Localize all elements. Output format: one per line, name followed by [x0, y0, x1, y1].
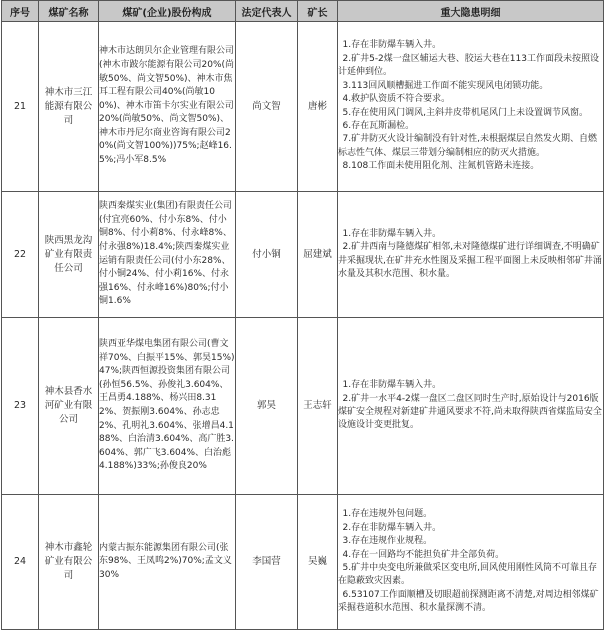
legal-representative: 李国营 [236, 495, 298, 630]
hazard-details [338, 192, 604, 318]
hazard-details [338, 22, 604, 192]
header-director: 矿长 [298, 1, 338, 22]
ownership-structure: 陕西秦煤实业(集团)有限责任公司(付宜亮60%、付小东8%、付小铜8%、付小莉8%、付永峰8%、付永强8%)18.4%;陕西秦煤实业运销有限责任公司(付小东28%、付小铜24%、付小莉16%、付永强16%、付永峰16%)80%;付小铜1.6% [99, 192, 236, 318]
hazard-list [338, 228, 603, 282]
row-number: 23 [2, 318, 39, 495]
ownership-structure: 陕西亚华煤电集团有限公司(曹文祥70%、白振平15%、郭昊15%)47%;陕西恒源投资集团有限公司(孙恒56.5%、孙俊礼3.604%、王昌勇4.188%、杨兴田8.312%、贺振刚3.604%、孙志忠2%、孔明礼3.604%、张增昌4.188%、白治清3.604%、高广胜3.604%、郭广飞3.604%、白治彪4.188%)33%;孙俊良20% [99, 318, 236, 495]
row-number: 22 [2, 192, 39, 318]
hazard-item: 6.53107工作面顺槽及切眼超前探测距离不清楚,对周边相邻煤矿采掘巷道积水范围、积水量探测不清。 [338, 589, 599, 614]
mine-director: 唐彬 [298, 22, 338, 192]
hazard-item: 3.存在违规作业规程。 [342, 536, 433, 547]
mine-director: 屈建斌 [298, 192, 338, 318]
mine-name [39, 495, 99, 630]
hazard-list [338, 508, 603, 615]
hazard-item: 2.存在非防爆车辆入井。 [342, 522, 442, 533]
hazard-item: 2.矿井一水平4-2煤一盘区二盘区同时生产时,原始设计与2016版煤矿安全规程对新建矿井通风要求不符,尚未取得陕西省煤监局安全设施设计变更批复。 [338, 393, 602, 431]
hazard-details [338, 318, 604, 495]
hazard-table [1, 0, 604, 630]
header-legal-rep: 法定代表人 [236, 1, 298, 22]
ownership-structure: 内蒙古振东能源集团有限公司(张东98%、王凤鸣2%)70%;孟文义30% [99, 495, 236, 630]
legal-representative: 尚文智 [236, 22, 298, 192]
hazard-list [338, 39, 603, 173]
mine-name-text: 神木市鑫轮矿业有限公司 [44, 542, 93, 581]
table-row [2, 22, 604, 192]
header-no: 序号 [2, 1, 39, 22]
mine-director: 吴巍 [298, 495, 338, 630]
hazard-item: 1.存在违规外包问题。 [342, 509, 433, 520]
hazard-item: 2.矿井西南与隆德煤矿相邻,未对隆德煤矿进行详细调查,不明确矿井采掘现状,在矿井充水性图及采掘工程平面图上未反映相邻矿井涌水量及其积水范围、积水量。 [338, 242, 602, 279]
legal-representative: 付小铜 [236, 192, 298, 318]
mine-name-text: 神木县香水河矿业有限公司 [44, 386, 93, 425]
mine-director: 王志轩 [298, 318, 338, 495]
header-hazard-details: 重大隐患明细 [338, 1, 604, 22]
hazard-item: 6.存在瓦斯漏检。 [342, 120, 415, 131]
hazard-item: 2.矿井5-2煤一盘区辅运大巷、胶运大巷在113工作面段未按照设计延伸到位。 [338, 53, 599, 78]
mine-name [39, 318, 99, 495]
mine-name [39, 22, 99, 192]
table-row [2, 495, 604, 630]
hazard-item: 3.113回风顺槽掘进工作面不能实现风电闭锁功能。 [342, 80, 549, 91]
hazard-item: 4.存在一回路均不能担负矿井全部负荷。 [342, 549, 505, 560]
row-number: 24 [2, 495, 39, 630]
hazard-item: 4.救护队资质不符合要求。 [342, 94, 451, 105]
table-row [2, 318, 604, 495]
legal-representative: 郭昊 [236, 318, 298, 495]
mine-name-text: 神木市三江能源有限公司 [44, 86, 93, 126]
hazard-details [338, 495, 604, 630]
hazard-list [338, 379, 603, 433]
hazard-item: 7.矿井防灭火设计编制没有针对性,未根据煤层自然发火期、自燃标志性气体、煤层三带划分编制相应的防灭火措施。 [338, 134, 597, 158]
table-row [2, 192, 604, 318]
mine-name [39, 192, 99, 318]
hazard-item: 5.存在使用风门调风,主斜井皮带机尾风门上未设置调节风窗。 [342, 107, 588, 118]
hazard-item: 1.存在非防爆车辆入井。 [342, 228, 442, 239]
header-row [2, 1, 604, 22]
hazard-item: 1.存在非防爆车辆入井。 [342, 380, 442, 391]
mine-name-text: 陕西黑龙沟矿业有限责任公司 [44, 234, 93, 274]
row-number: 21 [2, 22, 39, 192]
hazard-item: 5.矿井中央变电所兼做采区变电所,回风使用刚性风筒不可靠且存在隐蔽致灾因素。 [338, 563, 597, 587]
hazard-item: 1.存在非防爆车辆入井。 [342, 40, 442, 51]
header-mine-name: 煤矿名称 [39, 1, 99, 22]
header-ownership: 煤矿(企业)股份构成 [99, 1, 236, 22]
ownership-structure: 神木市达朗贝尔企业管理有限公司(神木市跛尔能源有限公司20%(尚敏50%、尚文智50%)、神木市焦耳工程有限公司40%(尚敏100%)、神木市笛卡尔实业有限公司20%(尚敏50%、尚文智50%)、神木市丹尼尔商业咨询有限公司20%(尚文智100%))75%;赵峰16.5%;冯小军8.5% [99, 22, 236, 192]
hazard-item: 8.108工作面未使用阻化剂、注氮机管路未连接。 [342, 161, 540, 172]
